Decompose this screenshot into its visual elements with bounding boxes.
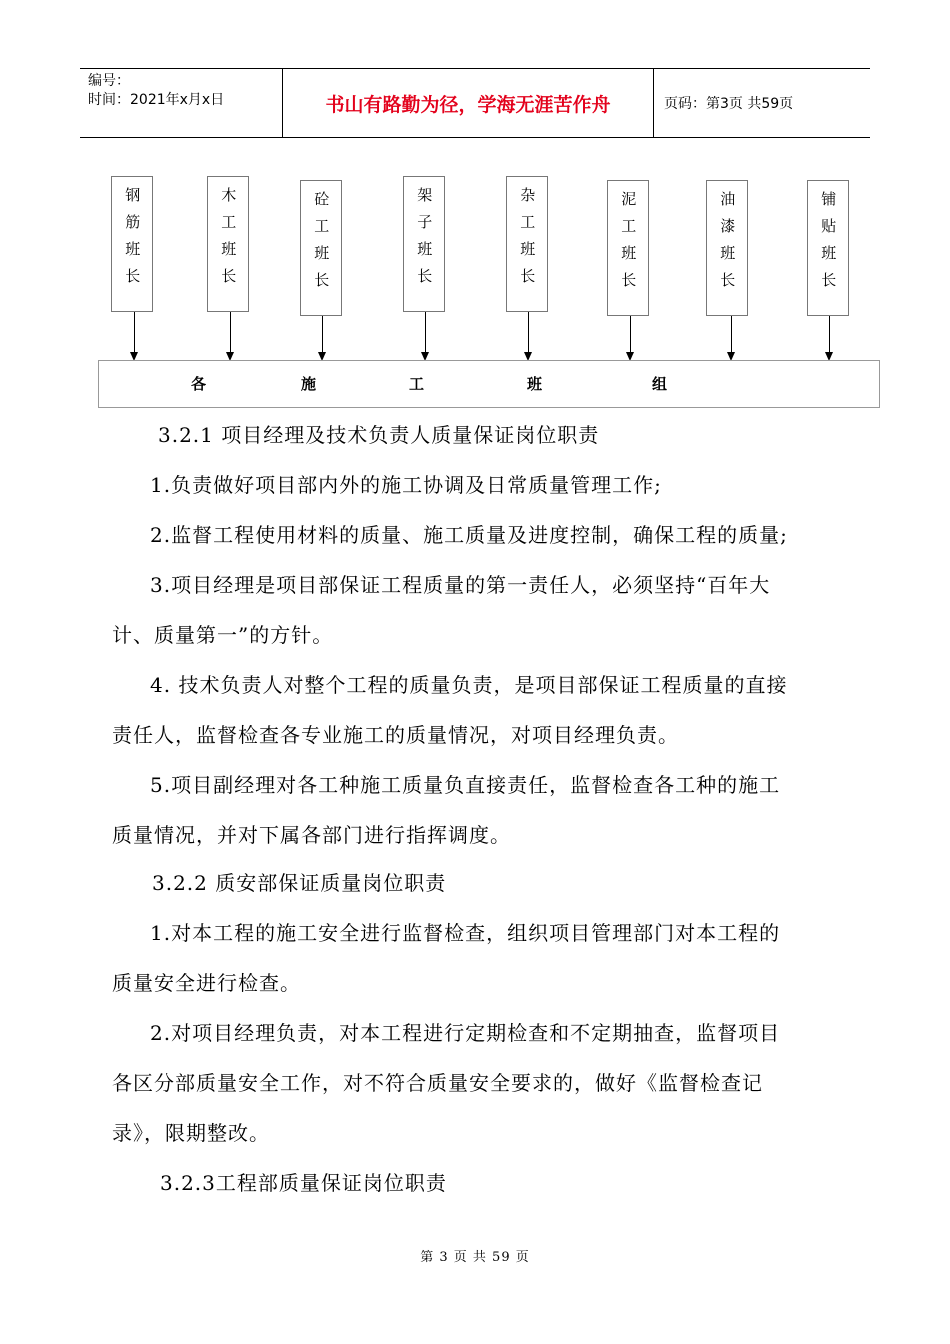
construction-groups-box: [98, 360, 880, 408]
paragraph: 责任人，监督检查各专业施工的质量情况，对项目经理负责。: [112, 723, 679, 747]
header-page-number: 页码：第3页 共59页: [664, 96, 794, 112]
paragraph: 3.项目经理是项目部保证工程质量的第一责任人，必须坚持“百年大: [150, 573, 771, 597]
paragraph: 2.监督工程使用材料的质量、施工质量及进度控制，确保工程的质量;: [150, 523, 788, 547]
groups-char: 施: [301, 375, 317, 393]
paragraph: 计、质量第一”的方针。: [112, 623, 334, 647]
paragraph: 1.负责做好项目部内外的施工协调及日常质量管理工作;: [150, 473, 662, 497]
lead-box-rebar: [111, 176, 153, 312]
lead-box-concrete: [300, 180, 342, 316]
groups-char: 班: [527, 375, 543, 393]
lead-label-general: 杂工班长: [518, 187, 537, 295]
lead-box-tiling: [807, 180, 849, 316]
section-heading-3-2-1: 3.2.1 项目经理及技术负责人质量保证岗位职责: [158, 423, 600, 447]
lead-label-tiling: 铺贴班长: [819, 191, 838, 299]
code-label: 编号：: [88, 73, 130, 89]
arrow-line: [322, 316, 323, 352]
header-motto: 书山有路勤为径，学海无涯苦作舟: [282, 69, 654, 137]
lead-label-rebar: 钢筋班长: [123, 187, 142, 295]
groups-char: 组: [652, 375, 668, 393]
page-header: [80, 68, 870, 138]
lead-box-scaffold: [403, 176, 445, 312]
paragraph: 录》，限期整改。: [112, 1121, 270, 1145]
lead-label-concrete: 砼工班长: [312, 191, 331, 299]
arrow-line: [425, 312, 426, 352]
section-heading-3-2-3: 3.2.3工程部质量保证岗位职责: [160, 1171, 447, 1195]
time-label: 时间：2021年x月x日: [88, 92, 225, 108]
arrow-line: [230, 312, 231, 352]
paragraph: 4. 技术负责人对整个工程的质量负责，是项目部保证工程质量的直接: [150, 673, 788, 697]
arrow-line: [829, 316, 830, 352]
groups-char: 工: [409, 375, 425, 393]
arrow-line: [528, 312, 529, 352]
groups-char: 各: [191, 375, 207, 393]
paragraph: 质量情况，并对下属各部门进行指挥调度。: [112, 823, 511, 847]
paragraph: 2.对项目经理负责，对本工程进行定期检查和不定期抽查，监督项目: [150, 1021, 781, 1045]
header-meta: [80, 69, 282, 137]
arrow-line: [630, 316, 631, 352]
paragraph: 质量安全进行检查。: [112, 971, 301, 995]
arrow-line: [731, 316, 732, 352]
lead-label-scaffold: 架子班长: [415, 187, 434, 295]
lead-box-carpentry: [207, 176, 249, 312]
lead-box-painting: [706, 180, 748, 316]
lead-label-carpentry: 木工班长: [219, 187, 238, 295]
paragraph: 1.对本工程的施工安全进行监督检查，组织项目管理部门对本工程的: [150, 921, 781, 945]
paragraph: 各区分部质量安全工作，对不符合质量安全要求的，做好《监督检查记: [112, 1071, 763, 1095]
lead-box-masonry: [607, 180, 649, 316]
section-heading-3-2-2: 3.2.2 质安部保证质量岗位职责: [152, 871, 447, 895]
lead-label-painting: 油漆班长: [718, 191, 737, 299]
lead-box-general: [506, 176, 548, 312]
arrow-line: [134, 312, 135, 352]
page-footer: 第 3 页 共 59 页: [420, 1250, 530, 1265]
lead-label-masonry: 泥工班长: [619, 191, 638, 299]
paragraph: 5.项目副经理对各工种施工质量负直接责任，监督检查各工种的施工: [150, 773, 781, 797]
